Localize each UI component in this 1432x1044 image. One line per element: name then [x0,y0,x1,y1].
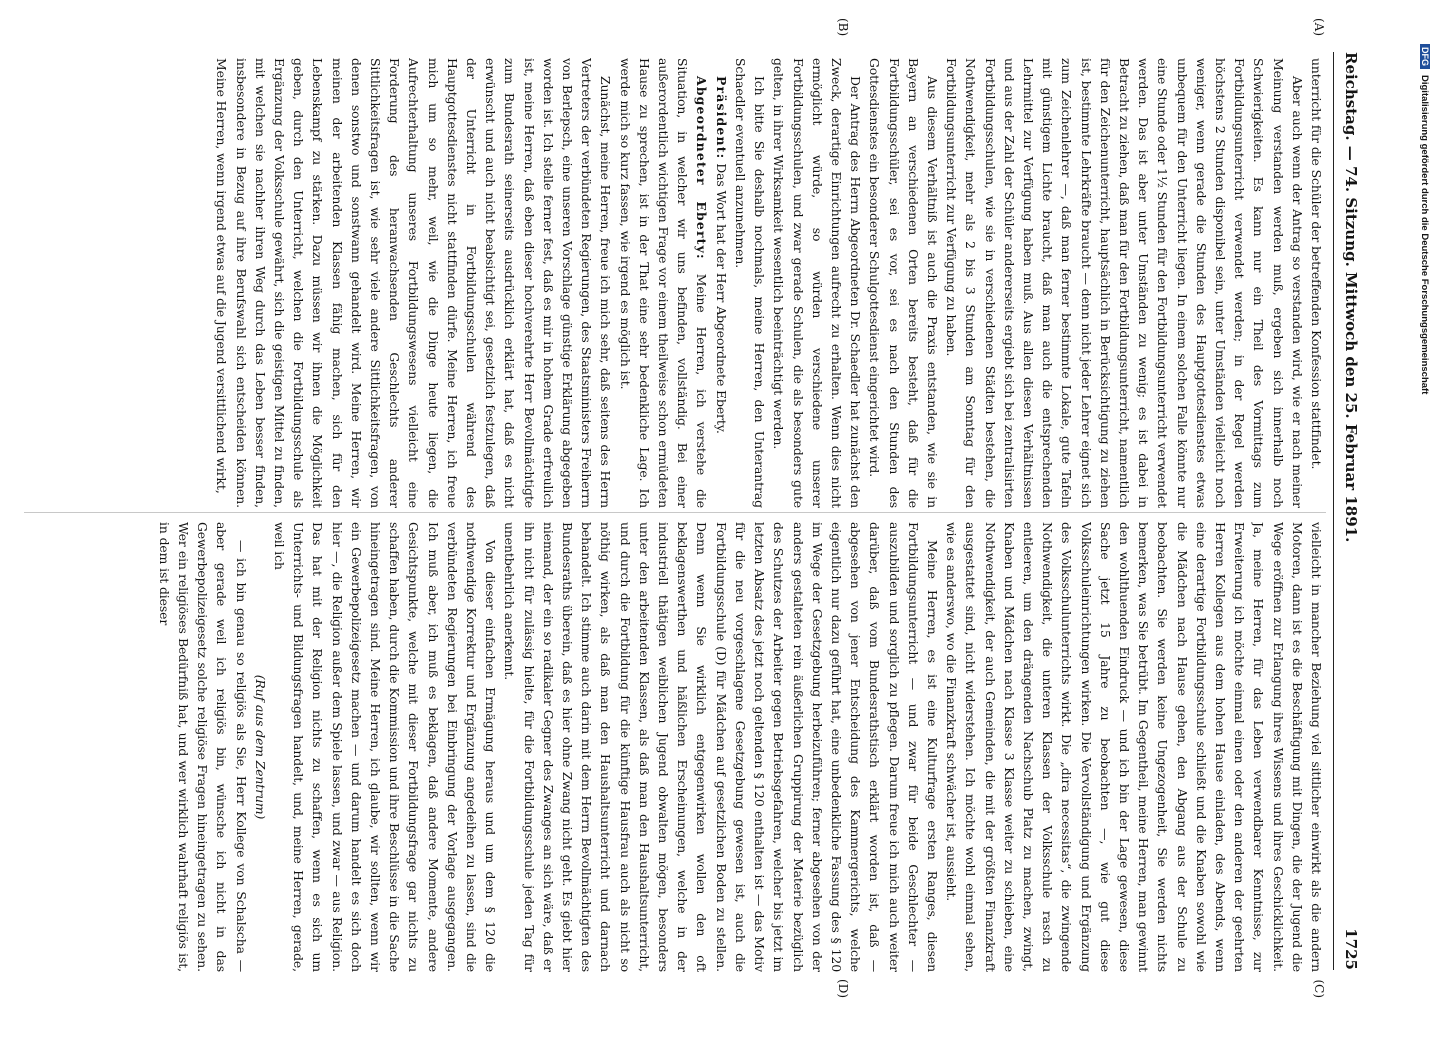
speaker-name: Präsident: [713,76,729,160]
paragraph: vielleicht in mancher Beziehung viel sittlicher einwirkt als die andern Motoren, dann ist es die Beschäftigung mit Dingen, die der Jugend die Wege eröffnen zur Erlangung ihres Wissens und ihres Geschicklichkeit. Ja, meine Herren, für das Leben verwendbarer Kenntnisse, zur Erweiterung ich möchte einmal einen oder den anderen der geehrten Herren Kollegen aus dem hohen Hause einladen, des Abends, wenn eine derartige Fortbildungsschule schließt und die Knaben sowohl wie die Mädchen nach Hause gehen, den Abgang aus der Schule zu beobachten. Sie werden keine Ungezogenheit, Sie werden nichts bemerken, was Sie betrübt. Im Gegentheil, meine Herren, man gewinnt den wohlthuenden Eindruck — und ich bin der Lage gewesen, diese Sache jetzt 15 Jahre zu beobachten —, wie gut diese Volksschuleinrichtungen wirken. Die Vervollständigung und Ergänzung des Volksschulunterrichts wirkt. Die „dira necessitas“, die zwingende Nothwendigkeit, die unteren Klassen der Volksschule rasch zu entleeren, um den drängenden Nachschub Platz zu machen, zwingt, Knaben und Mädchen nach Klasse 3 Klasse weiter zu schieben, eine Nothwendigkeit, der auch Gemeinden, die mit der größten Finanzkraft ausgestattet sind, nicht widerstehen. Ich möchte wohl einmal sehen, wie es anderswo, wo die Finanzkraft schwächer ist, aussieht. [944,522,1324,972]
paragraph: Zunächst, meine Herren, freue ich mich sehr, daß seitens des Herrn Vertreters der verbündeten Regierungen, des Staatsministers Freiherrn von Berlepsch, eine unseren Vorschlage günstige Erklärung abgegeben worden ist. Ich stelle ferner fest, daß es mir in hohem Grade erfreulich ist, meine Herren, daß eben dieser hochverehrte Herr Bevollmächtigte zum Bundesrath seinerseits ausdrücklich erklärt hat, daß es nicht erwünscht und auch nicht beabsichtigt sei, gesetzlich festzulegen, daß der Unterricht in Fortbildungsschulen während des Hauptgottesdienstes nicht stattfinden dürfe. Meine Herren, ich freue mich um so mehr, weil, wie die Dinge heute liegen, die Aufrechterhaltung unseres Fortbildungswesens vielleicht eine Forderung des heranwachsenden Geschlechts anderer Sittlichkeitsfragen ist, wie sehr viele andere Sittlichkeitsfragen, von denen sonstwo und sonstwann gehandelt wird. Meine Herren, wir meinen der arbeitenden Klassen fähig machen, sich für den Lebenskampf zu stärken. Dazu müssen wir ihnen die Möglichkeit geben, durch den Unterricht, welchen die Fortbildungsschule als Ergänzung der Volksschule gewährt, sich die geistigen Mittel zu finden, mit welchen sie nachher ihren Weg durch das Leben besser finden, insbesondere in Bezug auf ihre Berufswahl sich entscheiden können. Meine Herren, wenn irgend etwas auf die Jugend versittlichend wirkt, [214,58,614,508]
paragraph: Von dieser einfachen Ermägung heraus und um dem § 120 die nothwendige Korrektur und Ergänzung angedeihen zu lassen, sind die verbündeten Regierungen bei Einbringung der Vorlage ausgegangen. Ich muß aber, ich muß es beklagen, daß andere Momente, andere Gesichtspunkte, welche mit dieser Fortbildungsfrage gar nichts zu schaffen haben, durch die Kommission und ihre Beschlüsse in die Sache hineingetragen sind. Meine Herren, ich glaube, wir sollten, wenn wir ein Gewerbepolizeigesetz machen — und darum handelt es sich doch hier —, die Religion außer dem Spiele lassen, und zwar — aus Religion. Das hat mit der Religion nichts zu schaffen, wenn es sich um Unterrichts- und Bildungsfragen handelt, und, meine Herren, gerade, weil ich [272,522,499,972]
credit-text: Digitalisierung gefördert durch die Deutsche Forschungsgemeinschaft [1419,75,1430,395]
speaker-text: Meine Herren, ich verstehe die Situation, in welcher wir uns befinden, vollständig. Bei einer außerordentlich wichtigen Frage vor einem theilweise schon ermüdeten Hause zu sprechen, ist in der That eine sehr bedenkliche Lage. Ich werde mich so kurz fassen, wie irgend es möglich ist. [617,58,710,508]
speaker-name: Abgeordneter Eberty: [694,76,710,260]
right-column [24,522,1326,972]
paragraph: Meine Herren, es ist eine Kulturfrage ersten Ranges, diesen Fortbildungsunterricht — und zwar für beide Geschlechter — auszubilden und sorglich zu pflegen. Darum freue ich mich auch weiter darüber, daß vom Bundesrathstisch erklärt worden ist, daß — abgesehen von jener Entscheidung des Kammergerichts, welche eigentlich nur dazu geführt hat, eine unbedenkliche Fassung des § 120 im Wege der Gesetzgebung herbeizuführen; ferner abgesehen von der anders gestalteten rein äußerlichen Gruppirung der Materie bezüglich des Schutzes der Arbeiter gegen Betriebsgefahren, welcher bis jetzt im letzten Absatz des jetzt noch geltenden § 120 enthalten ist — das Motiv für die neu vorgeschlagene Gesetzgebung gewesen ist, auch die Fortbildungsschule (D) für Mädchen auf gesetzlichen Boden zu stellen. Denn wenn Sie wirklich entgegenwirken wollen den oft beklagenswerthen und häßlichen Erscheinungen, welche in der industriell thätigen weiblichen Jugend obwalten mögen, besonders unter den arbeitenden Klassen, als daß man den Haushaltsunterricht, und durch die Fortbildung für die künftige Hausfrau auch als nicht so nöthig wirken, als daß man den Haushaltsunterricht und darnach behandelt. Ich stimme auch darin mit dem Herrn Bevollmächtigten des Bundesraths überein, daß es hier ohne Zwang nicht geht. Es giebt hier niemand, der ein so radikaler Gegner des Zwanges an sich wäre, daß er ihn nicht für zulässig hielte, für die Fortbildungsschule jeden Tag für unentbehrlich anerkennt. [502,522,940,972]
header-rule [1333,52,1334,970]
page-number: 1725 [1342,928,1360,970]
margin-mark-a: (A) [1312,18,1326,37]
running-head [1334,52,1360,970]
speech-opening [615,58,711,508]
digitization-credit [1410,0,1432,1000]
dfg-logo: DFG [1420,44,1430,69]
speaker-text: Das Wort hat der Herr Abgeordnete Eberty. [713,163,729,434]
president-remark [712,58,731,508]
interjection: (Ruf aus dem Zentrum) [252,674,268,820]
paragraph: Ich bitte Sie deshalb nochmals, meine Herren, den Unterantrag Schaedler eventuell anzunehmen. [732,58,768,508]
credit-line [1408,8,1430,1044]
paragraph: Aber auch wenn der Antrag so verstanden wird, wie er nach meiner Meinung verstanden werden muß, ergeben sich innerhalb noch Schwierigkeiten. Es kann nur ein Theil des Vormittags zum Fortbildungsunterricht verwendet werden; in der Regel werden höchstens 2 Stunden disponibel sein, unter Umständen vielleicht noch weniger, wenn gerade die Stunden des Hauptgottesdienstes etwas unbequem für den Unterricht liegen. In einem solchen Falle könnte nur eine Stunde oder 1½ Stunden für den Fortbildungsunterricht verwendet werden. Das ist aber unter Umständen zu wenig; es ist dabei in Betracht zu ziehen, daß man für den Fortbildungsunterricht, namentlich für den Zeichenunterricht, hauptsächlich in Berücksichtigung zu ziehen ist, bestimmte Lehrkräfte braucht — denn nicht jeder Lehrer eignet sich zum Zeichenlehrer —, daß man ferner bestimmte Lokale, gute Tafeln mit günstigem Lichte braucht, daß man auch die entsprechenden Lehrmittel zur Verfügung haben muß. Aus allen diesen Verhältnissen und aus der Zahl der Schüler andererseits ergiebt sich bei zentralisirten Fortbildungsschulen, wie sie in verschiedenen Städten bestehen, die Nothwendigkeit, mehr als 2 bis 3 Stunden am Sonntag für den Fortbildungsunterricht zur Verfügung zu haben. [944,58,1305,508]
left-column [24,58,1326,508]
paragraph: unterricht für die Schüler der betreffenden Konfession stattfindet. [1309,58,1324,470]
margin-mark-d: (D) [836,979,850,998]
paragraph: Der Antrag des Herrn Abgeordneten Dr. Schaedler hat zunächst den Zweck, derartige Einrichtungen aufrecht zu erhalten. Wenn dies nicht ermöglicht würde, so würden verschiedene unserer Fortbildungsschulen, und zwar gerade Schulen, die als besonders gute gelten, in ihrer Wirksamkeit wesentlich beeinträchtigt werden. [771,58,864,508]
paragraph: Aus diesem Verhältniß ist auch die Praxis entstanden, wie sie in Bayern an verschiedenen Orten bereits besteht, daß für die Fortbildungsschüler, sei es vor, sei es nach den Stunden des Gottesdienstes ein besonderer Schulgottesdienst eingerichtet wird. [867,58,940,508]
paragraph: — ich bin genau so religiös als Sie, Herr Kollege von Schalscha — aber gerade weil ich religiös bin, wünsche ich nicht in das Gewerbepolizeigesetz solche religiöse Fragen hineingetragen zu sehen. Wer ein religiöses Bedürfniß hat, und wer wirklich wahrhaft religiös ist, in dem ist dieser [156,522,249,972]
margin-mark-b: (B) [836,18,850,37]
header-title: Reichstag. — 74. Sitzung. Mittwoch den 25. Februar 1891. [1342,52,1360,543]
column-divider [24,512,1326,513]
margin-mark-c: (C) [1312,979,1326,998]
